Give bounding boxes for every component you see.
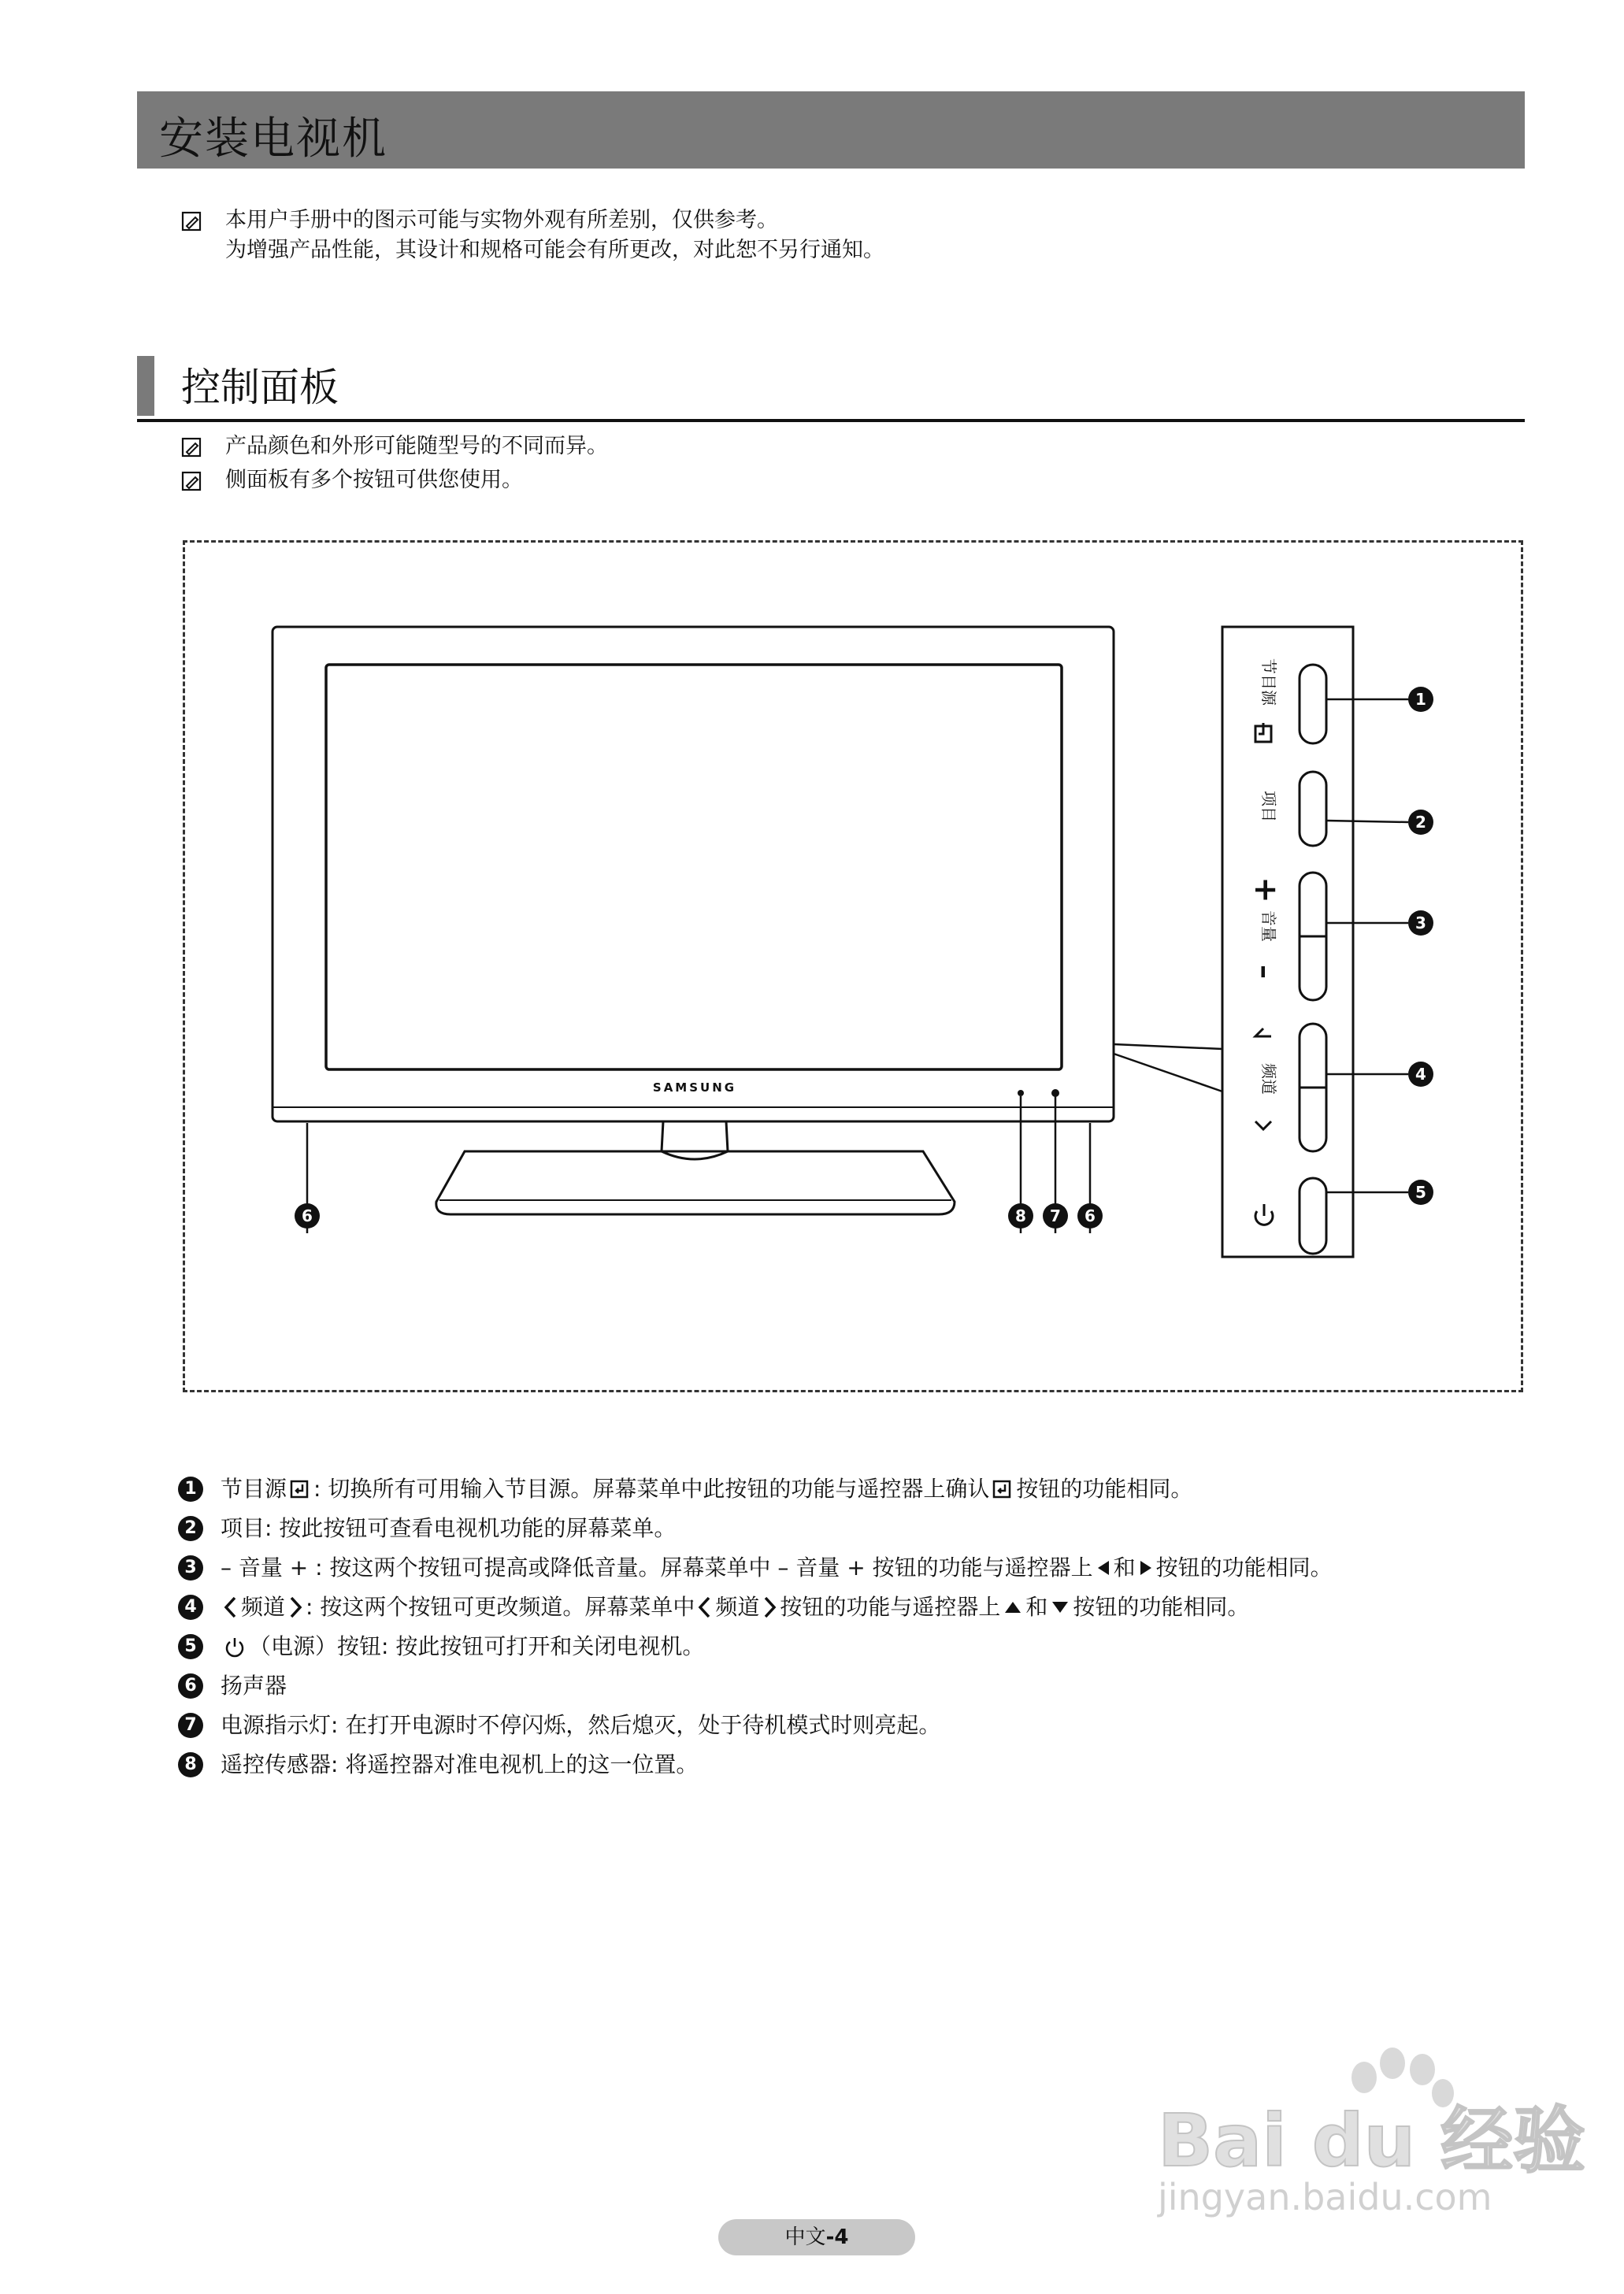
page-number — [718, 2219, 915, 2255]
footer-page: -4 — [825, 2225, 849, 2249]
legend-item-3: 3 – 音量 + : 按这两个按钮可提高或降低音量。屏幕菜单中 – 音量 + 按钮的功能与遥控器上 和 按钮的功能相同。 — [178, 1550, 1333, 1584]
legend-item-7: 7 电源指示灯: 在打开电源时不停闪烁，然后熄灭，处于待机模式时则亮起。 — [178, 1707, 940, 1742]
section-note-1: 产品颜色和外形可能随型号的不同而异。 — [225, 434, 608, 458]
enter-icon — [992, 1479, 1013, 1499]
section-title: 控制面板 — [181, 365, 339, 410]
svg-text:3: 3 — [1415, 914, 1426, 932]
power-button[interactable] — [1300, 1178, 1326, 1254]
source-button[interactable] — [1300, 665, 1326, 743]
chevron-left-icon — [698, 1596, 712, 1618]
intro-note-2: 为增强产品性能，其设计和规格可能会有所更改，对此恕不另行通知。 — [225, 238, 884, 262]
legend-item-5: 5 （电源）按钮: 按此按钮可打开和关闭电视机。 — [178, 1629, 704, 1663]
svg-text:8: 8 — [1015, 1206, 1026, 1225]
svg-text:4: 4 — [1415, 1065, 1426, 1084]
chevron-up-icon — [1255, 1028, 1271, 1036]
chevron-left-icon — [224, 1596, 238, 1618]
footer-lang: 中文 — [784, 2225, 826, 2249]
volume-plus: + — [1248, 876, 1284, 903]
legend-item-2: 2 项目: 按此按钮可查看电视机功能的屏幕菜单。 — [178, 1510, 676, 1545]
section-heading — [137, 353, 1525, 422]
legend-item-4: 4 频道 : 按这两个按钮可更改频道。屏幕菜单中 频道 按钮的功能与遥控器上 和 按钮的功能相同。 — [178, 1589, 1249, 1624]
callout-1 — [1408, 687, 1433, 712]
svg-text:5: 5 — [1415, 1183, 1426, 1202]
tv-illustration — [273, 627, 1114, 1233]
tv-control-panel-figure — [183, 540, 1523, 1392]
volume-label: 音量 — [1259, 910, 1278, 942]
callout-7 — [1043, 1203, 1068, 1229]
volume-minus: – — [1248, 965, 1281, 979]
intro-note-1: 本用户手册中的图示可能与实物外观有所差别，仅供参考。 — [225, 208, 778, 232]
legend-item-1: 1 节目源 : 切换所有可用输入节目源。屏幕菜单中此按钮的功能与遥控器上确认 按钮的功能相同。 — [178, 1471, 1192, 1506]
channel-label: 频道 — [1259, 1063, 1278, 1095]
svg-text:2: 2 — [1415, 813, 1426, 832]
remote-sensor-dot — [1018, 1090, 1024, 1096]
svg-text:7: 7 — [1050, 1206, 1061, 1225]
callout-8 — [1008, 1203, 1033, 1229]
callout-3 — [1408, 910, 1433, 936]
section-marker — [137, 356, 154, 416]
callout-5 — [1408, 1180, 1433, 1205]
svg-text:1: 1 — [1415, 690, 1426, 709]
power-icon — [224, 1636, 246, 1658]
menu-button[interactable] — [1300, 772, 1326, 846]
source-icon — [1255, 723, 1271, 742]
enter-icon — [290, 1479, 310, 1499]
svg-text:6: 6 — [1085, 1206, 1096, 1225]
side-panel — [1222, 627, 1353, 1257]
left-triangle-icon — [1096, 1559, 1110, 1577]
watermark-brand: Bai du 经验 — [1158, 2099, 1586, 2183]
section-note-2: 侧面板有多个按钮可供您使用。 — [225, 468, 523, 492]
down-triangle-icon — [1051, 1600, 1070, 1614]
watermark-url: jingyan.baidu.com — [1158, 2176, 1492, 2218]
chevron-down-icon — [1255, 1121, 1271, 1129]
power-indicator-dot — [1051, 1089, 1059, 1097]
source-label: 节目源 — [1259, 658, 1278, 706]
page-title: 安装电视机 — [159, 113, 387, 165]
menu-label: 项目 — [1259, 791, 1278, 822]
note-icon — [181, 471, 202, 491]
note-icon — [181, 437, 202, 458]
legend-item-6: 6 扬声器 — [178, 1668, 287, 1703]
note-icon — [181, 211, 202, 232]
page-title-bar — [137, 91, 1525, 169]
chevron-right-icon — [288, 1596, 302, 1618]
baidu-watermark — [1158, 2032, 1586, 2221]
callout-6-right — [1077, 1203, 1103, 1229]
power-icon — [1255, 1204, 1273, 1225]
legend-item-8: 8 遥控传感器: 将遥控器对准电视机上的这一位置。 — [178, 1747, 698, 1781]
callout-4 — [1408, 1062, 1433, 1087]
callout-6-left — [295, 1203, 320, 1229]
chevron-right-icon — [762, 1596, 777, 1618]
svg-text:6: 6 — [302, 1206, 313, 1225]
callout-2 — [1408, 810, 1433, 835]
brand-logo: SAMSUNG — [652, 1080, 737, 1095]
up-triangle-icon — [1003, 1600, 1022, 1614]
right-triangle-icon — [1139, 1559, 1153, 1577]
